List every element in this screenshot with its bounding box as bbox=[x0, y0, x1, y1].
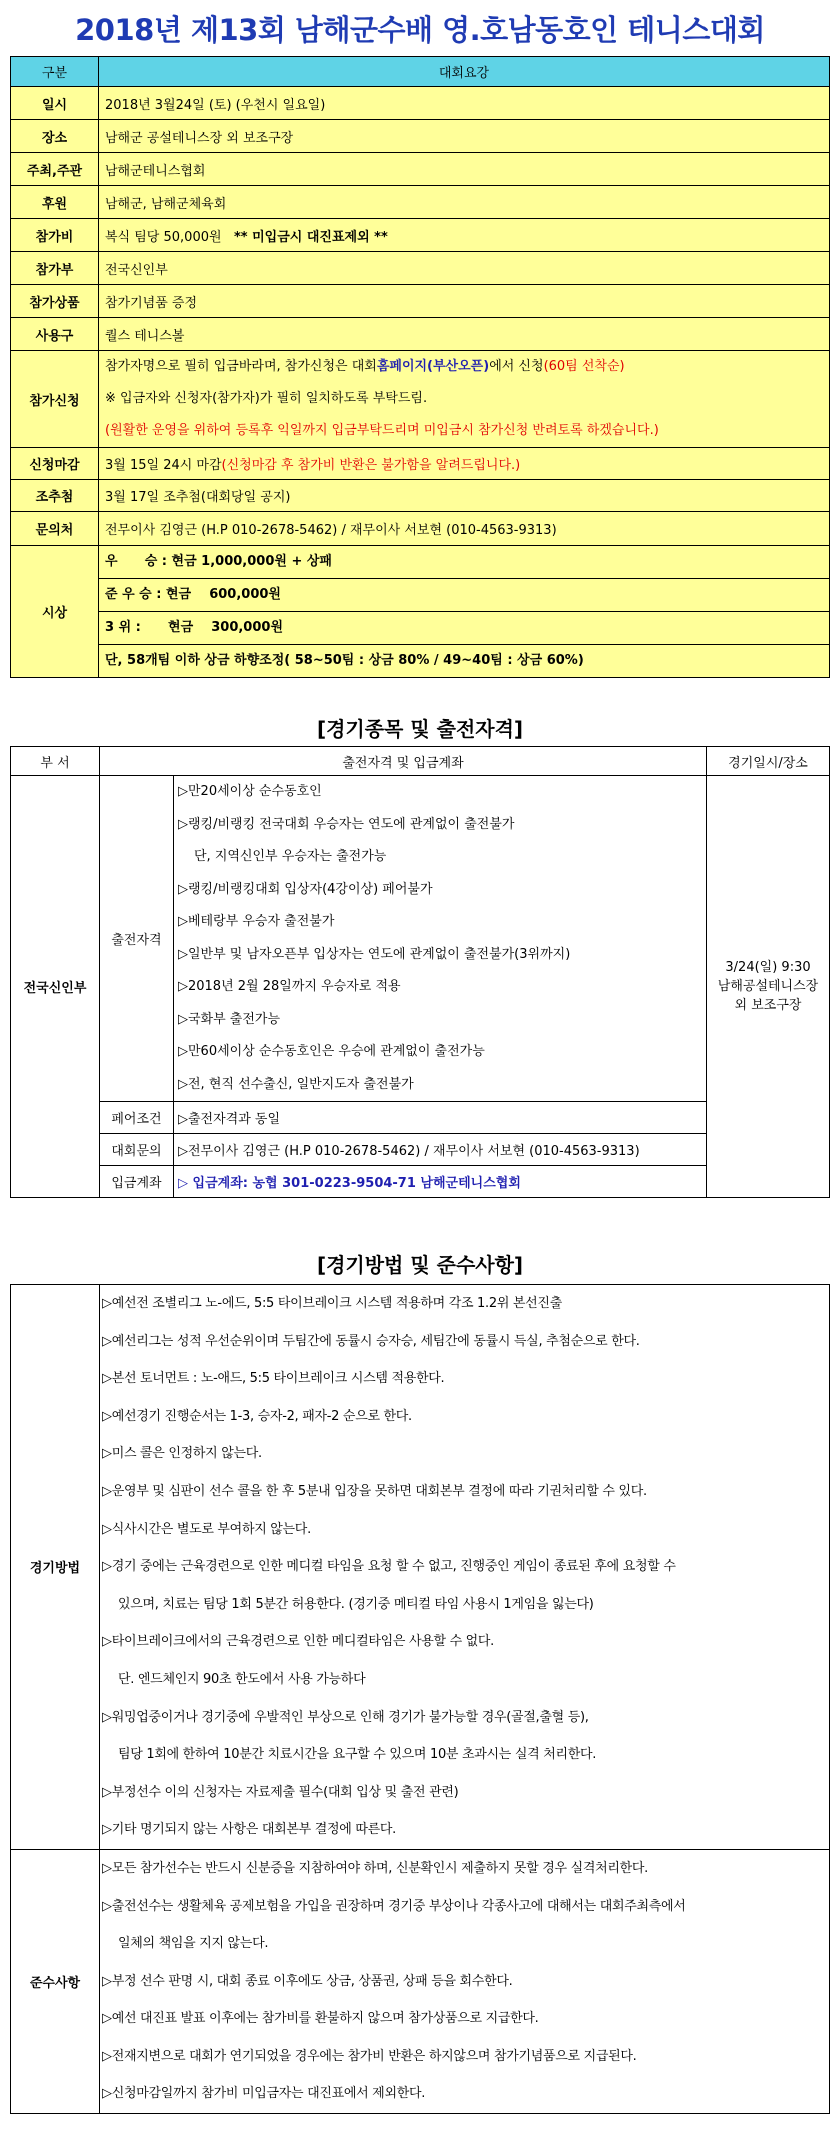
prize-line-4: 단, 58개팀 이하 상금 하향조정( 58~50팀 : 상금 80% / 49~40팀 : 상금 60%) bbox=[105, 653, 584, 668]
method-item: ▷예선경기 진행순서는 1-3, 승자-2, 패자-2 순으로 한다. bbox=[102, 1408, 412, 1424]
method-item: ▷경기 중에는 근육경련으로 인한 메디컬 타임을 요청 할 수 없고, 진행중인 게임이 종료된 후에 요청할 수 bbox=[102, 1559, 676, 1575]
prize-line-1: 우 승 : 현금 1,000,000원 + 상패 bbox=[99, 546, 829, 579]
info-row-date bbox=[11, 87, 830, 120]
info-label: 주최,주관 bbox=[11, 153, 99, 186]
comply-item: ▷출전선수는 생활체육 공제보험을 가입을 권장하며 경기중 부상이나 각종사고에 대해서는 대회주최측에서 bbox=[102, 1898, 686, 1914]
fee-amount: 복식 팀당 50,000원 bbox=[105, 229, 222, 245]
info-value: 참가기념품 증정 bbox=[99, 285, 830, 318]
method-item: ▷타이브레이크에서의 근육경련으로 인한 메디컬타임은 사용할 수 없다. bbox=[102, 1634, 495, 1650]
inquiry-label: 대회문의 bbox=[100, 1134, 174, 1166]
info-label: 후원 bbox=[11, 186, 99, 219]
info-row-deadline bbox=[11, 448, 830, 480]
info-label: 사용구 bbox=[11, 318, 99, 351]
info-label: 참가신청 bbox=[11, 351, 99, 448]
event-header-qualification: 출전자격 및 입금계좌 bbox=[100, 747, 707, 776]
info-label: 조추첨 bbox=[11, 480, 99, 512]
info-value: 남해군테니스협회 bbox=[99, 153, 830, 186]
qual-item: ▷만60세이상 순수동호인은 우승에 관계없이 출전가능 bbox=[178, 1044, 485, 1059]
info-value: 전무이사 김영근 (H.P 010-2678-5462) / 재무이사 서보현 (010-4563-9313) bbox=[99, 512, 830, 546]
info-row-division bbox=[11, 252, 830, 285]
info-header-row bbox=[11, 57, 830, 87]
schedule-venue-extra: 외 보조구장 bbox=[734, 998, 802, 1013]
schedule-venue: 남해공설테니스장 bbox=[717, 979, 819, 994]
prize-line-3: 3 위 : 현금 300,000원 bbox=[99, 612, 829, 645]
event-table bbox=[10, 746, 830, 1198]
apply-line-3: (원활한 운영을 위하여 등록후 익일까지 입금부탁드리며 미입금시 참가신청 반려토록 하겠습니다.) bbox=[105, 423, 659, 438]
inquiry-value: ▷전무이사 김영근 (H.P 010-2678-5462) / 재무이사 서보현 (010-4563-9313) bbox=[174, 1134, 707, 1166]
division-name: 전국신인부 bbox=[11, 776, 100, 1198]
apply-line-1: 참가자명으로 필히 입금바라며, 참가신청은 대회홈페이지(부산오픈)에서 신청(60팀 선착순) bbox=[105, 359, 625, 374]
method-item: ▷워밍업중이거나 경기중에 우발적인 부상으로 인해 경기가 불가능할 경우(골절,출혈 등), bbox=[102, 1709, 589, 1725]
info-label: 참가비 bbox=[11, 219, 99, 252]
qual-item: ▷만20세이상 순수동호인 bbox=[178, 784, 322, 799]
qual-item: ▷전, 현직 선수출신, 일반지도자 출전불가 bbox=[178, 1076, 414, 1092]
event-header-schedule: 경기일시/장소 bbox=[707, 747, 830, 776]
method-item: ▷예선전 조별리그 노-에드, 5:5 타이브레이크 시스템 적용하며 각조 1.2위 본선진출 bbox=[102, 1296, 562, 1311]
method-label: 경기방법 bbox=[11, 1285, 100, 1850]
info-label: 참가부 bbox=[11, 252, 99, 285]
info-value: 전국신인부 bbox=[99, 252, 830, 285]
info-row-apply bbox=[11, 351, 830, 448]
info-value: 2018년 3월24일 (토) (우천시 일요일) bbox=[99, 87, 830, 120]
fee-note: ** 미입금시 대진표제외 ** bbox=[233, 229, 388, 245]
schedule-cell bbox=[707, 776, 830, 1198]
qual-item: ▷랭킹/비랭킹 전국대회 우승자는 연도에 관계없이 출전불가 bbox=[178, 816, 515, 832]
qual-list bbox=[174, 776, 707, 1102]
info-label: 시상 bbox=[11, 546, 99, 678]
qual-item: ▷베테랑부 우승자 출전불가 bbox=[178, 914, 335, 929]
info-value: 남해군, 남해군체육회 bbox=[99, 186, 830, 219]
info-value bbox=[99, 351, 830, 448]
info-row-venue bbox=[11, 120, 830, 153]
qual-item: ▷국화부 출전가능 bbox=[178, 1011, 281, 1027]
qual-item: 단, 지역신인부 우승자는 출전가능 bbox=[194, 849, 387, 864]
event-header-row bbox=[11, 747, 830, 776]
prize-line-2: 준 우 승 : 현금 600,000원 bbox=[99, 579, 829, 612]
page-title: 2018년 제13회 남해군수배 영.호남동호인 테니스대회 bbox=[75, 13, 765, 47]
qual-item: ▷일반부 및 남자오픈부 입상자는 연도에 관계없이 출전불가(3위까지) bbox=[178, 946, 571, 962]
qual-item: ▷2018년 2월 28일까지 우승자로 적용 bbox=[178, 979, 401, 994]
method-item: ▷본선 토너먼트 : 노-애드, 5:5 타이브레이크 시스템 적용한다. bbox=[102, 1371, 445, 1387]
account-value: ▷ 입금계좌: 농협 301-0223-9504-71 남해군테니스협회 bbox=[174, 1166, 707, 1198]
method-item: ▷운영부 및 심판이 선수 콜을 한 후 5분내 입장을 못하면 대회본부 결정에 따라 기권처리할 수 있다. bbox=[102, 1483, 647, 1499]
info-value: 남해군 공설테니스장 외 보조구장 bbox=[99, 120, 830, 153]
event-header-division: 부 서 bbox=[11, 747, 100, 776]
info-label: 문의처 bbox=[11, 512, 99, 546]
info-header-category: 구분 bbox=[11, 57, 99, 87]
schedule-datetime: 3/24(일) 9:30 bbox=[725, 960, 811, 975]
info-row-gift bbox=[11, 285, 830, 318]
pair-value: ▷출전자격과 동일 bbox=[174, 1102, 707, 1134]
method-item: 있으며, 치료는 팀당 1회 5분간 허용한다. (경기중 메티컬 타임 사용시 1게임을 잃는다) bbox=[118, 1596, 594, 1612]
method-item: 단. 엔드체인지 90초 한도에서 사용 가능하다 bbox=[118, 1671, 366, 1687]
qual-item: ▷랭킹/비랭킹대회 입상자(4강이상) 페어불가 bbox=[178, 881, 433, 897]
info-label: 일시 bbox=[11, 87, 99, 120]
comply-item: ▷예선 대진표 발표 이후에는 참가비를 환불하지 않으며 참가상품으로 지급한다. bbox=[102, 2011, 539, 2027]
rules-section-title: [경기방법 및 준수사항] bbox=[316, 1253, 524, 1277]
info-row-prize bbox=[11, 546, 830, 678]
comply-list bbox=[100, 1849, 830, 2113]
info-row-ball bbox=[11, 318, 830, 351]
rules-method-row bbox=[11, 1285, 830, 1850]
account-label: 입금계좌 bbox=[100, 1166, 174, 1198]
comply-item: 일체의 책임을 지지 않는다. bbox=[118, 1936, 269, 1952]
info-row-host bbox=[11, 153, 830, 186]
method-list bbox=[100, 1285, 830, 1850]
event-qual-row bbox=[11, 776, 830, 1102]
info-value: 3월 17일 조추첨(대회당일 공지) bbox=[99, 480, 830, 512]
info-value: 3월 15일 24시 마감(신청마감 후 참가비 반환은 불가함을 알려드립니다.) bbox=[99, 448, 830, 480]
info-row-draw bbox=[11, 480, 830, 512]
info-value bbox=[99, 219, 830, 252]
comply-item: ▷신청마감일까지 참가비 미입금자는 대진표에서 제외한다. bbox=[102, 2086, 426, 2102]
comply-label: 준수사항 bbox=[11, 1849, 100, 2113]
method-item: 팀당 1회에 한하여 10분간 치료시간을 요구할 수 있으며 10분 초과시는 실격 처리한다. bbox=[118, 1747, 597, 1763]
info-label: 신청마감 bbox=[11, 448, 99, 480]
info-label: 장소 bbox=[11, 120, 99, 153]
comply-item: ▷부정 선수 판명 시, 대회 종료 이후에도 상금, 상품권, 상패 등을 회수한다. bbox=[102, 1973, 513, 1989]
homepage-link[interactable]: 홈페이지(부산오픈) bbox=[376, 359, 490, 374]
method-item: ▷부정선수 이의 신청자는 자료제출 필수(대회 입상 및 출전 관련) bbox=[102, 1784, 459, 1800]
apply-line-2: ※ 입금자와 신청자(참가자)가 필히 일치하도록 부탁드림. bbox=[105, 391, 428, 406]
event-section-title: [경기종목 및 출전자격] bbox=[316, 717, 524, 741]
comply-item: ▷모든 참가선수는 반드시 신분증을 지참하여야 하며, 신분확인시 제출하지 못할 경우 실격처리한다. bbox=[102, 1860, 649, 1876]
info-table bbox=[10, 56, 830, 678]
method-item: ▷식사시간은 별도로 부여하지 않는다. bbox=[102, 1521, 311, 1537]
method-item: ▷기타 명기되지 않는 사항은 대회본부 결정에 따른다. bbox=[102, 1822, 396, 1838]
comply-item: ▷전재지변으로 대회가 연기되었을 경우에는 참가비 반환은 하지않으며 참가기념품으로 지급된다. bbox=[102, 2048, 637, 2064]
info-row-contact bbox=[11, 512, 830, 546]
info-row-sponsor bbox=[11, 186, 830, 219]
method-item: ▷예선리그는 성적 우선순위이며 두팀간에 동률시 승자승, 세팀간에 동률시 득실, 추첨순으로 한다. bbox=[102, 1333, 640, 1349]
qual-label: 출전자격 bbox=[100, 776, 174, 1102]
rules-comply-row bbox=[11, 1849, 830, 2113]
info-value: 퀄스 테니스볼 bbox=[99, 318, 830, 351]
rules-table bbox=[10, 1284, 830, 2114]
info-label: 참가상품 bbox=[11, 285, 99, 318]
info-row-fee bbox=[11, 219, 830, 252]
info-header-summary: 대회요강 bbox=[99, 57, 830, 87]
method-item: ▷미스 콜은 인정하지 않는다. bbox=[102, 1446, 262, 1462]
pair-label: 페어조건 bbox=[100, 1102, 174, 1134]
info-value bbox=[99, 546, 830, 678]
